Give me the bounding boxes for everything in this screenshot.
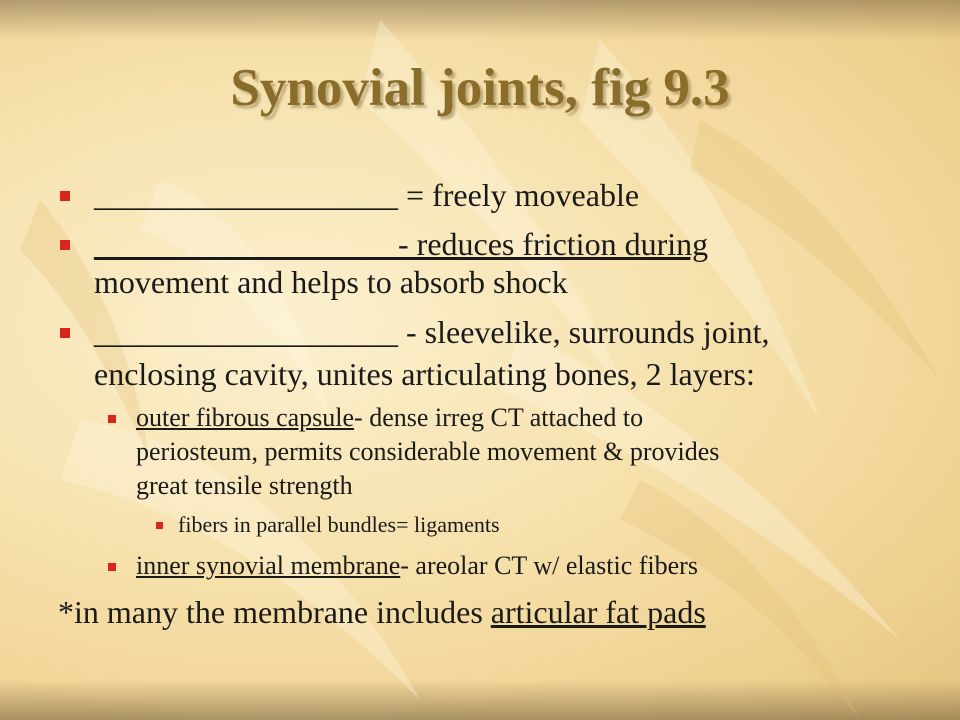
sub-bullet-1-line-3: great tensile strength	[136, 471, 353, 500]
bullet-marker-icon	[60, 191, 70, 201]
sub-bullet-1-term: outer fibrous capsule	[136, 403, 355, 432]
footnote	[58, 593, 706, 631]
bullet-2-text-1: - reduces friction during	[398, 226, 709, 262]
bullet-2-line-2: movement and helps to absorb shock	[94, 264, 568, 300]
sub-bullet-marker-icon	[108, 415, 116, 423]
sub-bullet-1-line-1	[136, 401, 643, 435]
bullet-marker-icon	[60, 240, 70, 250]
bullet-marker-icon	[60, 328, 70, 338]
sub-bullet-2-term: inner synovial membrane	[136, 551, 401, 580]
bullet-2-blank: ___________________	[94, 226, 398, 262]
bullet-3-line-1	[94, 313, 769, 351]
footnote-prefix: *in many the membrane includes	[58, 594, 491, 630]
sub-bullet-2-line-1	[136, 549, 698, 583]
bullet-1-blank: ___________________	[94, 177, 398, 213]
sub-bullet-2-text-1: - areolar CT w/ elastic fibers	[400, 551, 698, 580]
bullet-1	[94, 176, 639, 214]
sub-sub-bullet-marker-icon	[156, 522, 163, 529]
sub-bullet-marker-icon	[108, 563, 116, 571]
bullet-3-blank: ___________________	[94, 314, 398, 350]
bullet-3-line-2: enclosing cavity, unites articulating bones, 2 layers:	[94, 356, 755, 392]
bullet-2-line-1	[94, 225, 708, 263]
bullet-1-text: = freely moveable	[398, 177, 640, 213]
bullet-3-text-1: - sleevelike, surrounds joint,	[398, 314, 770, 350]
footnote-term: articular fat pads	[490, 594, 706, 630]
slide-title: Synovial joints, fig 9.3	[230, 59, 730, 117]
sub-bullet-1-text-1: - dense irreg CT attached to	[354, 403, 644, 432]
sub-sub-bullet-text: fibers in parallel bundles= ligaments	[178, 512, 500, 537]
sub-bullet-1-line-2: periosteum, permits considerable movement & provides	[136, 437, 720, 466]
